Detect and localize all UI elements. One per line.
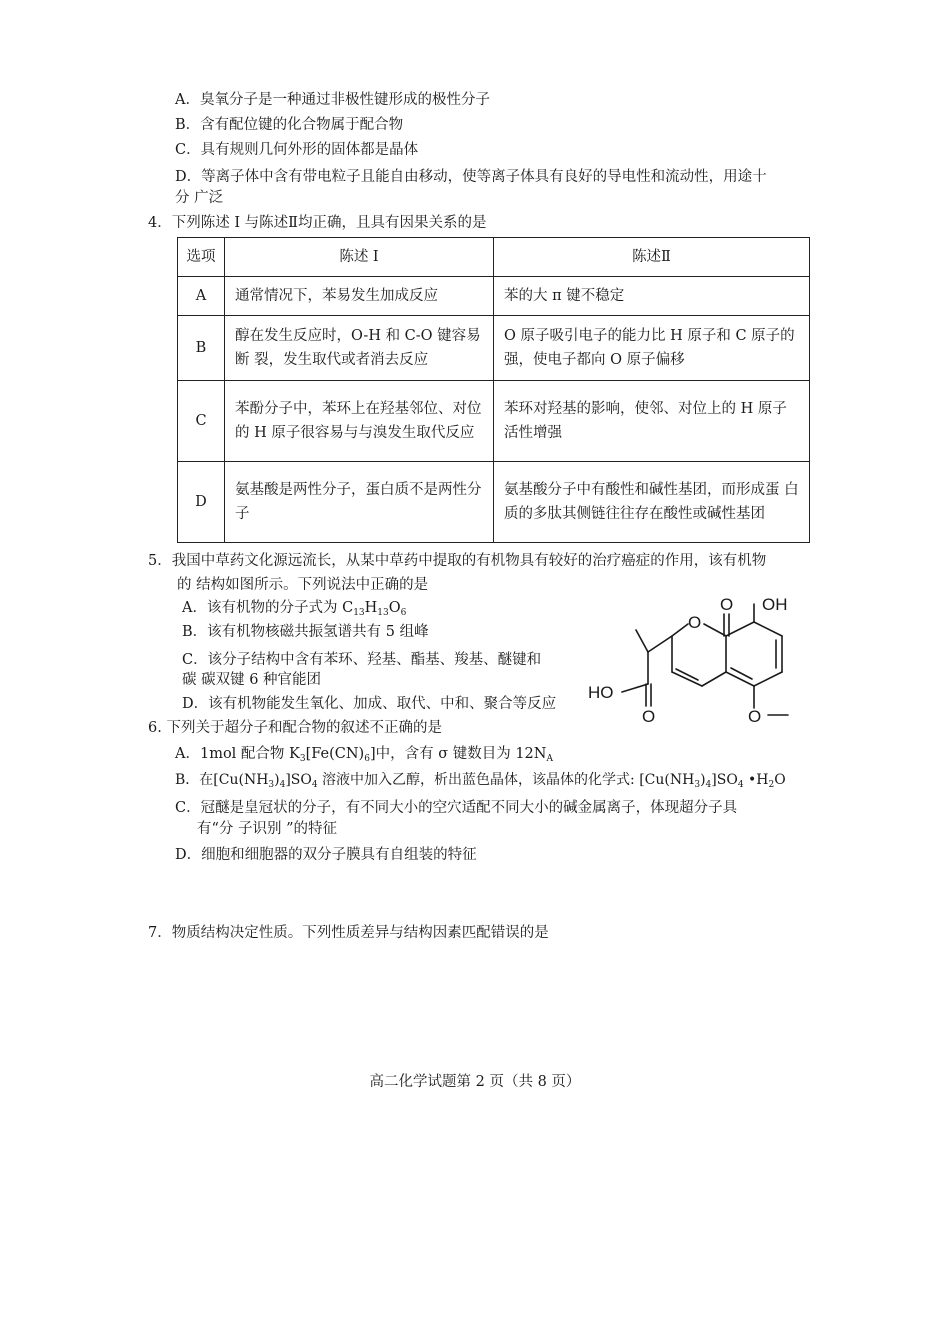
- q3-option-a: A．臭氧分子是一种通过非极性键形成的极性分子: [175, 92, 490, 108]
- q3-option-d-line2: 分 广泛: [175, 190, 224, 206]
- bond: [636, 630, 648, 652]
- q4-row-statement-2: O 原子吸引电子的能力比 H 原子和 C 原子的 强，使电子都向 O 原子偏移: [494, 316, 810, 381]
- bond: [648, 636, 672, 652]
- bond: [726, 622, 754, 636]
- bond: [704, 624, 726, 636]
- molecule-label-o-acid: O: [642, 707, 656, 726]
- table-row: [178, 381, 810, 462]
- molecule-label-oh: OH: [762, 595, 788, 614]
- q5-option-d: D．该有机物能发生氧化、加成、取代、中和、聚合等反应: [182, 696, 557, 712]
- q4-row-statement-1: 通常情况下，苯易发生加成反应: [225, 277, 494, 316]
- table-row: [178, 462, 810, 543]
- molecule-label-ho: HO: [588, 683, 614, 702]
- bond: [622, 684, 648, 692]
- q4-row-statement-2: 苯环对羟基的影响，使邻、对位上的 H 原子 活性增强: [494, 381, 810, 462]
- bond: [754, 672, 782, 686]
- q7-stem: 7．物质结构决定性质。下列性质差异与结构因素匹配错误的是: [148, 925, 549, 941]
- q4-header-option: 选项: [178, 238, 225, 277]
- q4-row-statement-2: 苯的大 π 键不稳定: [494, 277, 810, 316]
- q6-option-c-line2: 有“分 子识别 ”的特征: [197, 821, 338, 837]
- q5-option-b: B．该有机物核磁共振氢谱共有 5 组峰: [182, 624, 429, 640]
- q6-option-b: B．在$[Cu(NH_3)_4]SO_4$ 溶液中加入乙醇，析出蓝色晶体，该晶体的化学式: $[Cu(NH_3)_4]SO_4$ $•H_2O$: [175, 772, 786, 790]
- molecule-label-o-carbonyl: O: [720, 595, 734, 614]
- bond: [672, 624, 688, 636]
- bond: [754, 622, 782, 636]
- page-footer: 高二化学试题第 2 页（共 8 页）: [369, 1074, 581, 1090]
- molecule-structure-diagram: [578, 588, 800, 766]
- bond: [702, 672, 726, 686]
- q3-option-b: B．含有配位键的化合物属于配合物: [175, 117, 404, 133]
- q4-table: [177, 237, 810, 543]
- table-row: [178, 277, 810, 316]
- q4-row-option: C: [178, 381, 225, 462]
- q4-row-statement-1: 醇在发生反应时，O-H 和 C-O 键容易断 裂，发生取代或者消去反应: [225, 316, 494, 381]
- q5-option-c-line1: C．该分子结构中含有苯环、羟基、酯基、羧基、醚键和: [182, 652, 542, 668]
- q4-row-option: A: [178, 277, 225, 316]
- q5-option-a: A．该有机物的分子式为 $C_{13}H_{13}O_6$: [182, 600, 407, 618]
- table-row: [178, 316, 810, 381]
- q3-option-d-line1: D．等离子体中含有带电粒子且能自由移动，使等离子体具有良好的导电性和流动性，用途十: [175, 169, 767, 185]
- molecule-label-o-ring: O: [688, 613, 702, 632]
- bond: [731, 668, 752, 679]
- q5-stem-line1: 5．我国中草药文化源远流长，从某中草药中提取的有机物具有较好的治疗癌症的作用，该有机物: [148, 553, 767, 569]
- q5-stem-line2: 的 结构如图所示。下列说法中正确的是: [177, 577, 429, 593]
- q4-row-statement-2: 氨基酸分子中有酸性和碱性基团，而形成蛋 白质的多肽其侧链往往存在酸性或碱性基团: [494, 462, 810, 543]
- q3-option-c: C．具有规则几何外形的固体都是晶体: [175, 142, 419, 158]
- q6-option-a: A．1mol 配合物 $K_3[Fe(CN)_6]$中，含有 σ 键数目为 $12N_A$: [175, 746, 553, 764]
- q6-option-c-line1: C．冠醚是皇冠状的分子，有不同大小的空穴适配不同大小的碱金属离子，体现超分子具: [175, 800, 738, 816]
- bond: [726, 672, 754, 686]
- molecule-label-o-ether: O: [748, 707, 762, 726]
- q4-row-statement-1: 氨基酸是两性分子，蛋白质不是两性分子: [225, 462, 494, 543]
- q4-header-statement-1: 陈述 Ⅰ: [225, 238, 494, 277]
- q5-option-c-line2: 碳 碳双键 6 种官能团: [182, 672, 322, 688]
- q4-row-option: D: [178, 462, 225, 543]
- q4-header-statement-2: 陈述Ⅱ: [494, 238, 810, 277]
- q4-row-statement-1: 苯酚分子中，苯环上在羟基邻位、对位的 H 原子很容易与与溴发生取代反应: [225, 381, 494, 462]
- q6-option-d: D．细胞和细胞器的双分子膜具有自组装的特征: [175, 847, 477, 863]
- q4-stem: 4．下列陈述 Ⅰ 与陈述Ⅱ均正确，且具有因果关系的是: [148, 215, 487, 231]
- q4-table-header-row: [178, 238, 810, 277]
- q6-stem: 6. 下列关于超分子和配合物的叙述不正确的是: [148, 720, 442, 736]
- q4-row-option: B: [178, 316, 225, 381]
